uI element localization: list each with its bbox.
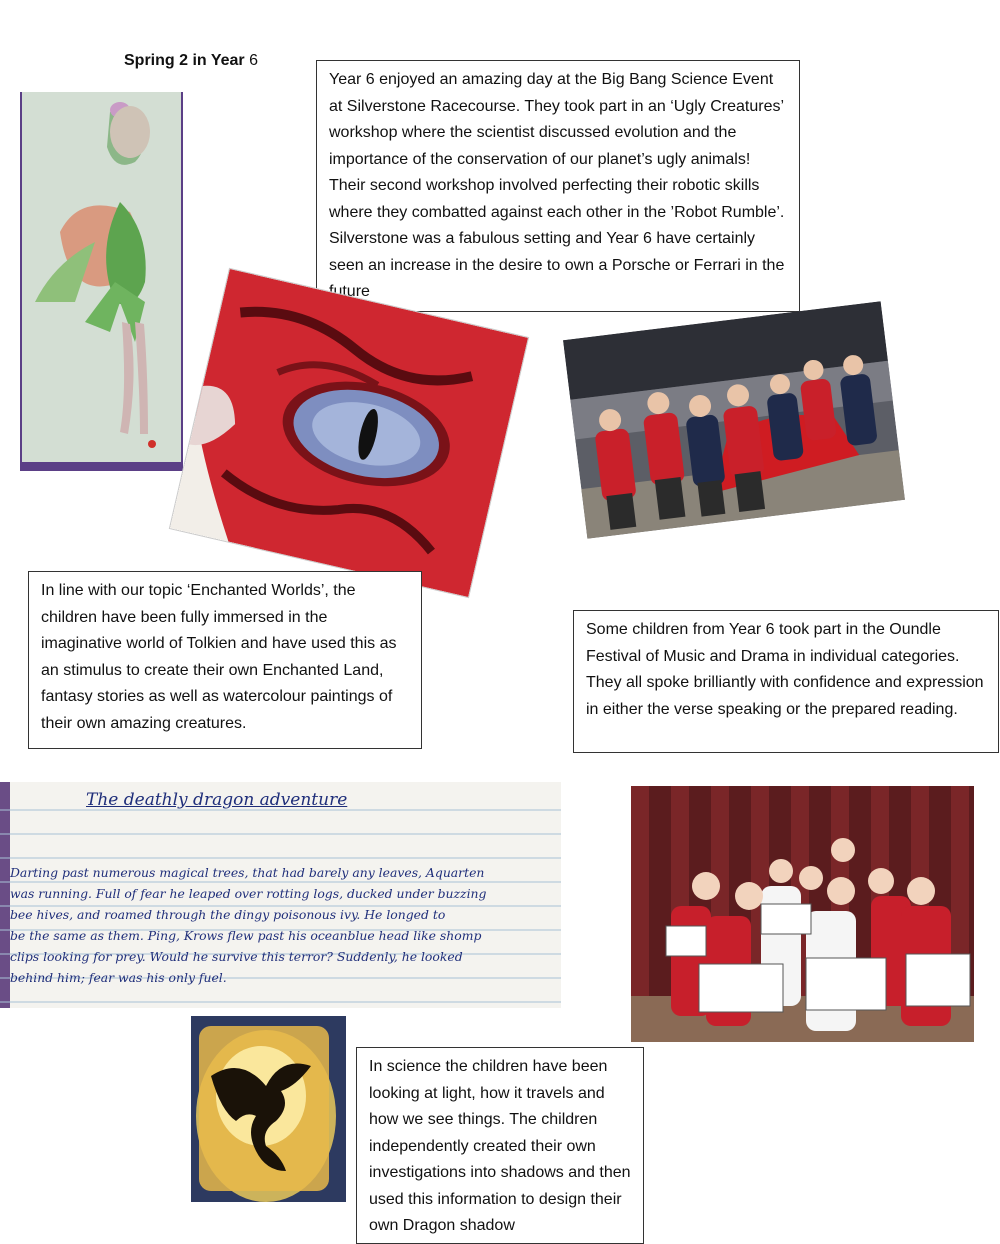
story-line: bee hives, and roamed through the dingy poisonous ivy. He longed to — [10, 907, 446, 922]
big-bang-text: Year 6 enjoyed an amazing day at the Big Bang Science Event at Silverstone Racecourse. They took part in an ‘Ugly Creatures’ workshop where the scientist discussed evolution and the importance of the conservation of our planet’s ugly animals! Their second workshop involved perfecting their robotic skills where they combatted against each other in the ’Robot Rumble’. Silverstone was a fabulous setting and Year 6 have certainly seen an increase in the desire to own a Porsche or Ferrari in the future — [329, 71, 785, 300]
big-bang-text-box — [316, 60, 800, 312]
enchanted-worlds-text: In line with our topic ‘Enchanted Worlds’, the children have been fully immersed in the imaginative world of Tolkien and have used this as an stimulus to create their own Enchanted Land, fantasy stories as well as watercolour paintings of their own amazing creatures. — [41, 582, 397, 732]
enchanted-worlds-text-box — [28, 571, 422, 749]
page-heading — [124, 52, 258, 70]
science-text-box — [356, 1047, 644, 1244]
story-line: behind him; fear was his only fuel. — [10, 970, 227, 985]
science-text: In science the children have been looking at light, how it travels and how we see things. The children independently created their own investigations into shadows and then used this information to design their own Dragon shadow — [369, 1058, 631, 1234]
dragon-eye-painting-photo — [170, 269, 528, 597]
story-text — [10, 862, 558, 988]
oundle-festival-text: Some children from Year 6 took part in the Oundle Festival of Music and Drama in individual categories. They all spoke brilliantly with confidence and expression in either the verse speaking or the prepared reading. — [586, 621, 984, 718]
story-line: clips looking for prey. Would he survive this terror? Suddenly, he looked — [10, 949, 463, 964]
oundle-festival-group-photo — [631, 786, 974, 1042]
heading-number: 6 — [249, 52, 258, 69]
silverstone-group-photo — [563, 301, 905, 539]
oundle-festival-text-box — [573, 610, 999, 753]
story-line: Darting past numerous magical trees, that had barely any leaves, Aquarten — [10, 865, 485, 880]
handwritten-story-photo — [0, 782, 561, 1008]
story-title: The deathly dragon adventure — [86, 790, 348, 810]
heading-bold: Spring 2 in Year — [124, 52, 245, 69]
dragon-shadow-lantern-photo — [191, 1016, 346, 1202]
story-line: be the same as them. Ping, Krows flew past his oceanblue head like shomp — [10, 928, 482, 943]
story-line: was running. Full of fear he leaped over rotting logs, ducked under buzzing — [10, 886, 487, 901]
fairy-painting-photo — [20, 92, 183, 471]
